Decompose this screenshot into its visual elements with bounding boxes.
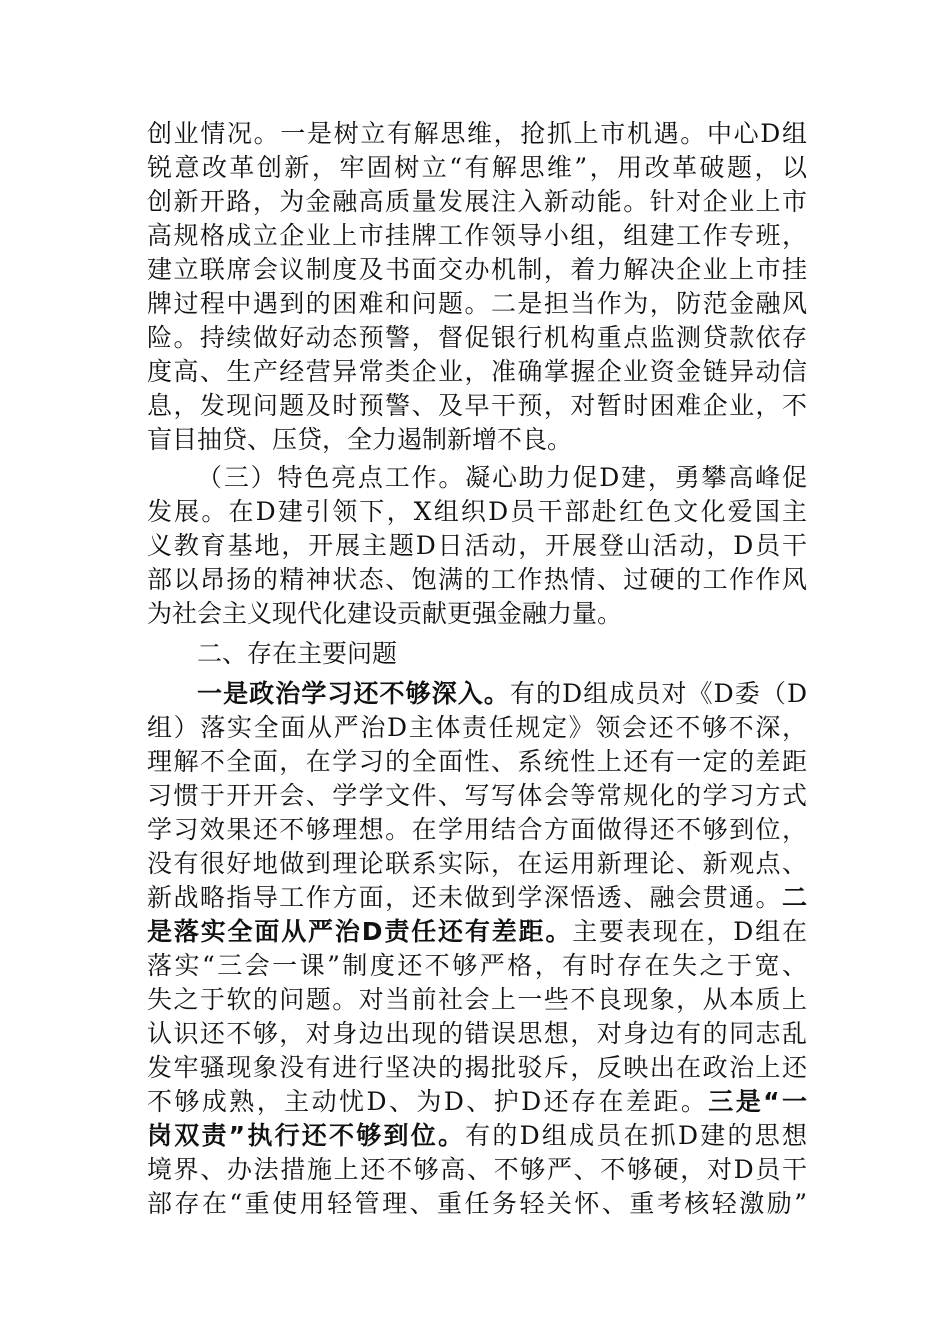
text-line: 创新开路，为金融高质量发展注入新动能。针对企业上市	[147, 187, 807, 216]
text-line	[147, 881, 807, 915]
text-run: 新战略指导工作方面，还未做到学深悟透、融会贯通。	[147, 883, 782, 912]
text-line: 认识还不够，对身边出现的错误思想，对身边有的同志乱	[147, 1019, 807, 1048]
text-line: 发展。在D建引领下，X组织D员干部赴红色文化爱国主	[147, 497, 807, 526]
text-line: 境界、办法措施上还不够高、不够严、不够硬，对D员干	[147, 1155, 807, 1184]
bold-lead: 三是“一	[708, 1087, 807, 1116]
text-line: 组）落实全面从严治D主体责任规定》领会还不够不深，	[147, 713, 807, 742]
text-line	[197, 677, 807, 711]
text-line: 失之于软的问题。对当前社会上一些不良现象，从本质上	[147, 985, 807, 1014]
bold-lead: 一是政治学习还不够深入。	[197, 679, 510, 708]
text-line: 发牢骚现象没有进行坚决的揭批驳斥，反映出在政治上还	[147, 1053, 807, 1082]
text-line: 建立联席会议制度及书面交办机制，着力解决企业上市挂	[147, 255, 807, 284]
bold-lead: 是落实全面从严治D责任还有差距。	[147, 917, 573, 946]
text-line: 锐意改革创新，牢固树立“有解思维”，用改革破题，以	[147, 153, 807, 182]
text-run: 主要表现在，D组在	[572, 917, 807, 946]
text-line: 为社会主义现代化建设贡献更强金融力量。	[147, 599, 623, 628]
text-line: 理解不全面，在学习的全面性、系统性上还有一定的差距	[147, 747, 807, 776]
text-line: 险。持续做好动态预警，督促银行机构重点监测贷款依存	[147, 323, 807, 352]
text-line: 盲目抽贷、压贷，全力遏制新增不良。	[147, 425, 573, 454]
text-line: 落实“三会一课”制度还不够严格，有时存在失之于宽、	[147, 951, 807, 980]
text-line: 习惯于开开会、学学文件、写写体会等常规化的学习方式	[147, 781, 807, 810]
text-line: 学习效果还不够理想。在学用结合方面做得还不够到位，	[147, 815, 807, 844]
text-line	[147, 1119, 807, 1153]
text-line: （三）特色亮点工作。凝心助力促D建，勇攀高峰促	[197, 463, 807, 492]
section-heading: 二、存在主要问题	[197, 639, 398, 668]
text-line: 息，发现问题及时预警、及早干预，对暂时困难企业，不	[147, 391, 807, 420]
text-run: 不够成熟，主动忧D、为D、护D还存在差距。	[147, 1087, 709, 1116]
text-line	[147, 1085, 807, 1119]
text-line: 高规格成立企业上市挂牌工作领导小组，组建工作专班，	[147, 221, 807, 250]
text-line: 部存在“重使用轻管理、重任务轻关怀、重考核轻激励”	[147, 1189, 807, 1218]
text-line: 度高、生产经营异常类企业，准确掌握企业资金链异动信	[147, 357, 807, 386]
text-line: 创业情况。一是树立有解思维，抢抓上市机遇。中心D组	[147, 119, 807, 148]
text-line	[147, 915, 807, 949]
text-run: 有的D组成员对《D委（D	[509, 679, 807, 708]
text-line: 没有很好地做到理论联系实际，在运用新理论、新观点、	[147, 849, 807, 878]
bold-lead: 二	[781, 883, 807, 912]
text-line: 牌过程中遇到的困难和问题。二是担当作为，防范金融风	[147, 289, 807, 318]
text-line: 义教育基地，开展主题D日活动，开展登山活动，D员干	[147, 531, 807, 560]
text-line: 部以昂扬的精神状态、饱满的工作热情、过硬的工作作风	[147, 565, 807, 594]
text-run: 有的D组成员在抓D建的思想	[465, 1121, 807, 1150]
bold-lead: 岗双责”执行还不够到位。	[147, 1121, 466, 1150]
